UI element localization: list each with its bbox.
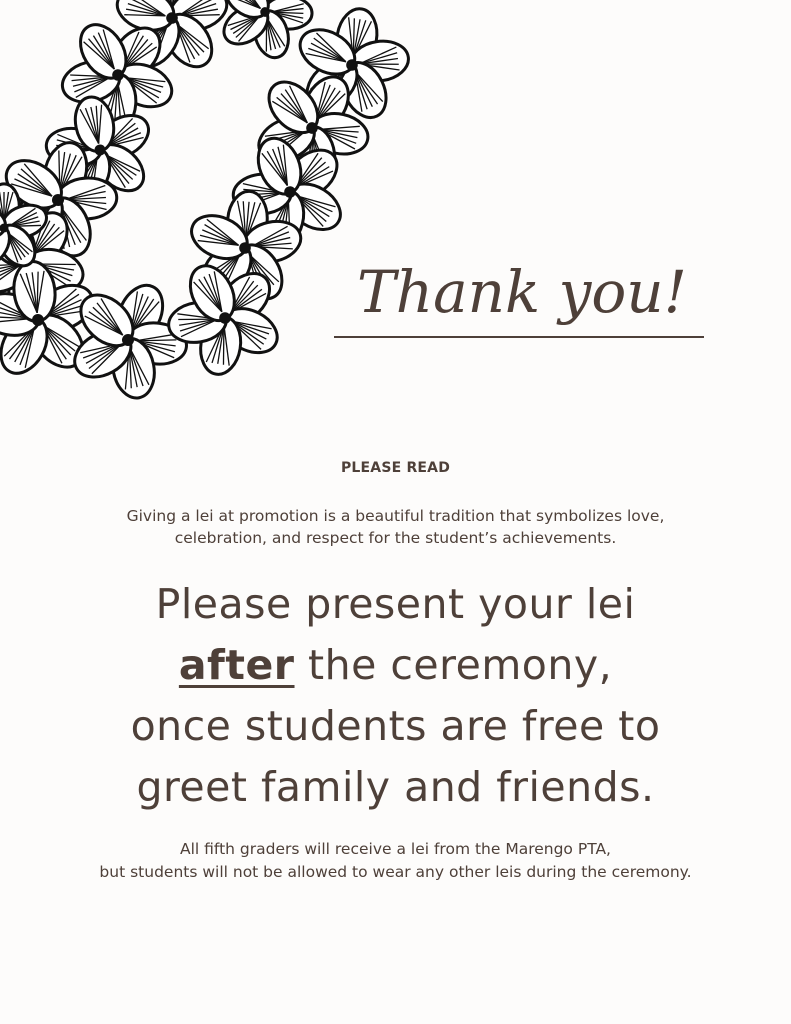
footer-line-1: All fifth graders will receive a lei from the Marengo PTA, [180,840,611,858]
please-read-heading: PLEASE READ [340,460,451,476]
thank-you-script [332,232,712,372]
intro-line-1: Giving a lei at promotion is a beautiful tradition that symbolizes love, [126,507,665,525]
message-line-4: greet family and friends. [136,763,655,811]
footer-line-2: but students will not be allowed to wear any other leis during the ceremony. [99,863,692,881]
intro-line-2: celebration, and respect for the student’s achievements. [174,529,617,547]
message-line-3: once students are free to [130,702,661,750]
message-line-2-rest: the ceremony, [294,641,613,689]
thank-you-text: Thank you! [357,258,687,326]
message-line-2 [0,641,791,689]
after-emphasis: after [178,641,295,689]
message-line-1: Please present your lei [155,580,636,628]
